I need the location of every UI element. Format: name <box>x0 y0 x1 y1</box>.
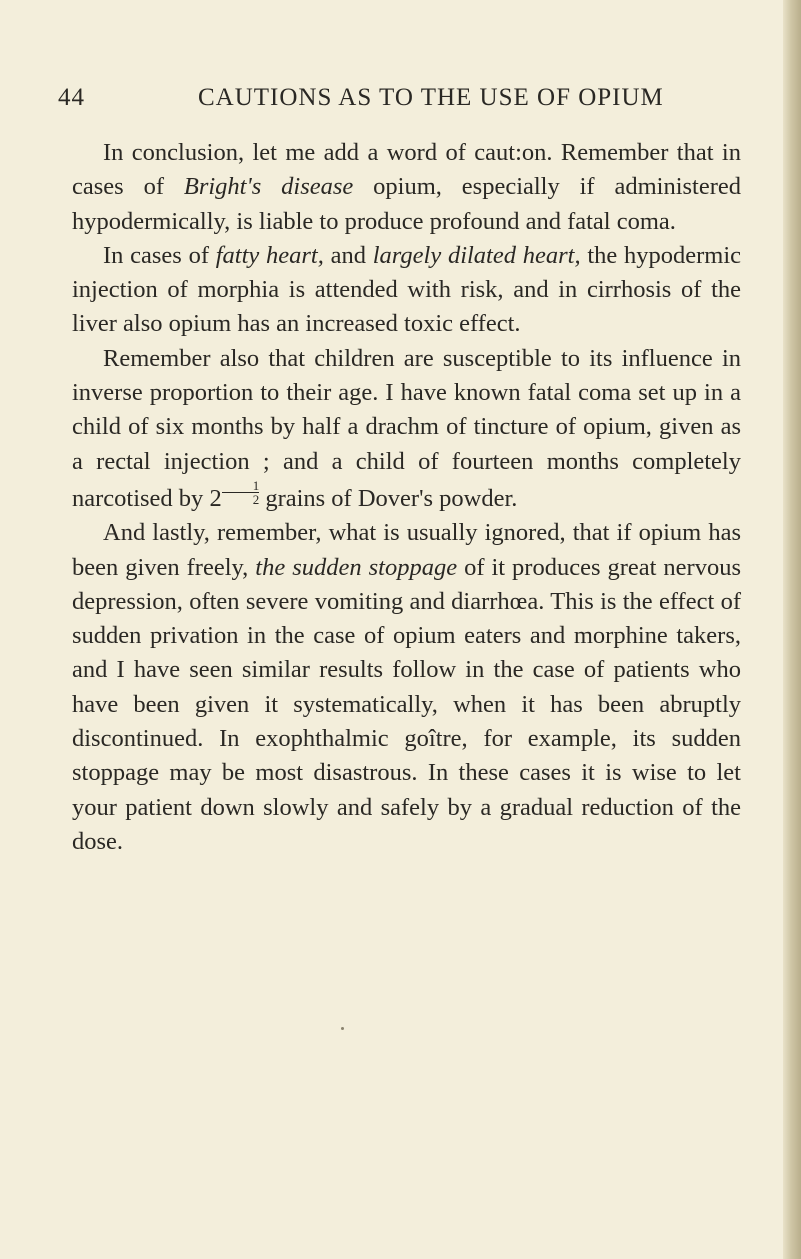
text-run: of it produces great nervous depression, often severe vomiting and diarrhœa. This is the effect of sudden privation in the case of opium eaters and morphine takers, and I have seen similar results follow in the case of patients who have been given it systematically, when it has been abruptly discontinued. In exophthalmic goître, for example, its sudden stoppage may be most disastrous. In these cases it is wise to let your patient down slowly and safely by a gradual reduction of the dose. <box>72 553 741 855</box>
paper-speck <box>341 1027 344 1030</box>
running-header <box>58 84 758 112</box>
italic-term: largely dilated heart, <box>372 241 581 269</box>
mixed-number-whole: 2 <box>209 484 222 512</box>
text-run: grains of Dover's powder. <box>259 484 518 512</box>
text-run: and <box>323 241 373 269</box>
text-run: In conclusion, let me add a word of caut:on. Remember that in cases of <box>72 139 741 201</box>
text-run: And lastly, remember, what is usually ignored, that if opium has been given freely, <box>72 519 741 581</box>
text-run: the hypodermic injection of morphia is attended with risk, and in cirrhosis of the liver also opium has an increased toxic effect. <box>72 241 742 338</box>
fraction-denominator: 2 <box>222 492 260 506</box>
paragraph <box>72 239 741 342</box>
italic-term: the sudden stoppage <box>255 553 458 581</box>
italic-term: fatty heart, <box>215 241 324 269</box>
paragraph <box>72 136 741 239</box>
running-title: CAUTIONS AS TO THE USE OF OPIUM <box>198 84 664 111</box>
text-run: opium, especially if administered hypodermically, is liable to produce profound and fatal coma. <box>72 173 742 235</box>
body-text <box>72 136 741 859</box>
fraction <box>222 479 260 506</box>
page-number: 44 <box>58 84 85 111</box>
paragraph <box>72 516 741 859</box>
italic-term: Bright's disease <box>183 173 354 201</box>
page-edge <box>783 0 801 1259</box>
text-run: Remember also that children are susceptible to its influence in inverse proportion to their age. I have known fatal coma set up in a child of six months by half a drachm of tincture of opium, given as a rectal injection ; and a child of fourteen months completely narcotised by <box>72 344 741 512</box>
text-run: In cases of <box>103 241 216 269</box>
paragraph <box>72 342 741 516</box>
fraction-numerator: 1 <box>252 477 260 493</box>
